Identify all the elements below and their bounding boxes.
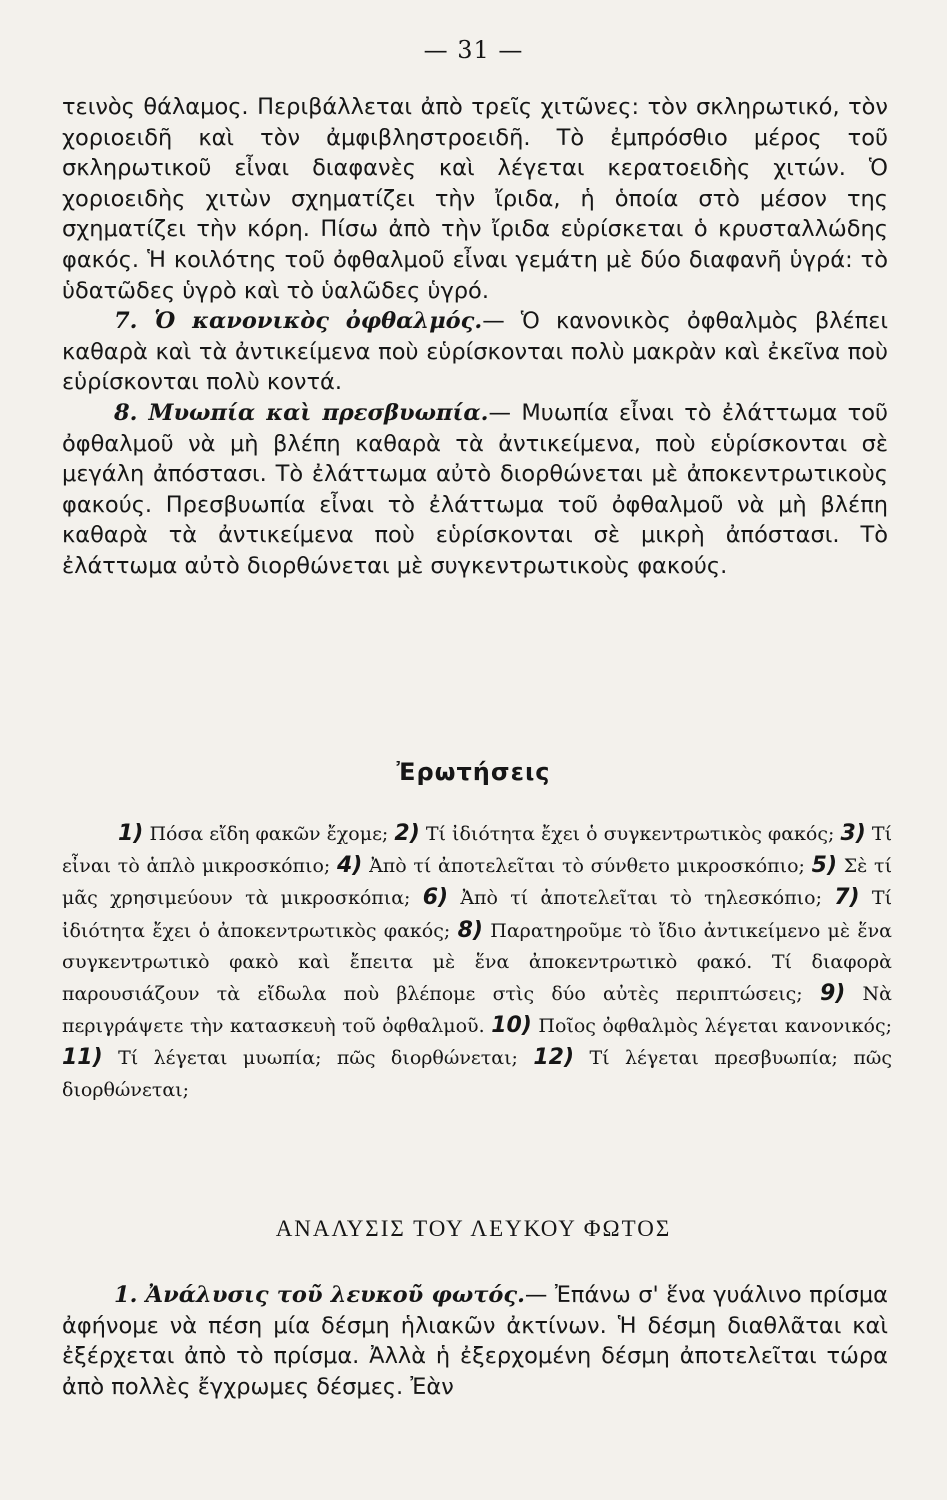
body-text-bottom: [62, 1280, 888, 1402]
section-1-paragraph: [62, 1280, 888, 1402]
question-7: 7) Τί ἰδιότητα ἔχει ὁ ἀποκεντρωτικὸς φακός;: [62, 885, 893, 942]
question-4: 4) Ἀπὸ τί ἀποτελεῖται τὸ σύνθετο μικροσκόπιο;: [336, 853, 805, 879]
question-9: 9) Νὰ περιγράψετε τὴν κατασκευὴ τοῦ ὀφθαλμοῦ.: [62, 981, 893, 1038]
section-7-paragraph: [62, 306, 888, 398]
question-11: 11) Τί λέγεται μυωπία; πῶς διορθώνεται;: [62, 1045, 518, 1071]
section-8-text: — Μυωπία εἶναι τὸ ἐλάττωμα τοῦ ὀφθαλμοῦ νὰ μὴ βλέπη καθαρὰ τὰ ἀντικείμενα, ποὺ εὑρίσκονται σὲ μεγάλη ἀπόστασι. Τὸ ἐλάττωμα αὐτὸ διορθώνεται μὲ ἀποκεντρωτικοὺς φακούς. Πρεσβυωπία εἶναι τὸ ἐλάττωμα τοῦ ὀφθαλμοῦ νὰ μὴ βλέπη καθαρὰ τὰ ἀντικείμενα ποὺ εὑρίσκονται σὲ μικρὴ ἀπόστασι. Τὸ ἐλάττωμα αὐτὸ διορθώνεται μὲ συγκεντρωτικοὺς φακούς.: [62, 399, 888, 579]
question-8: 8) Παρατηροῦμε τὸ ἴδιο ἀντικείμενο μὲ ἕνα συγκεντρωτικὸ φακὸ καὶ ἔπειτα μὲ ἕνα ἀποκεντρωτικὸ φακό. Τί διαφορὰ παρουσιάζουν τὰ εἴδωλα ποὺ βλέπομε στὶς δύο αὐτὲς περιπτώσεις;: [62, 917, 892, 1006]
intro-paragraph: τεινὸς θάλαμος. Περιβάλλεται ἀπὸ τρεῖς χιτῶνες: τὸν σκληρωτικό, τὸν χοριοειδῆ καὶ τὸν ἀμφιβληστροειδῆ. Τὸ ἐμπρόσθιο μέρος τοῦ σκληρωτικοῦ εἶναι διαφανὲς καὶ λέγεται κερατοειδὴς χιτών. Ὁ χοριοειδὴς χιτὼν σχηματίζει τὴν ἴριδα, ἡ ὁποία στὸ μέσον της σχηματίζει τὴν κόρη. Πίσω ἀπὸ τὴν ἴριδα εὑρίσκεται ὁ κρυσταλλώδης φακός. Ἡ κοιλότης τοῦ ὀφθαλμοῦ εἶναι γεμάτη μὲ δύο διαφανῆ ὑγρά: τὸ ὑδατῶδες ὑγρὸ καὶ τὸ ὑαλῶδες ὑγρό.: [62, 94, 888, 304]
section-1-text: — Ἐπάνω σ' ἕνα γυάλινο πρίσμα ἀφήνομε νὰ πέση μία δέσμη ἡλιακῶν ἀκτίνων. Ἡ δέσμη διαθλᾶται καὶ ἐξέρχεται ἀπὸ τὸ πρίσμα. Ἀλλὰ ἡ ἐξερχομένη δέσμη ἀποτελεῖται τώρα ἀπὸ πολλὲς ἔγχρωμες δέσμες. Ἐὰν: [62, 1282, 888, 1400]
section-8-heading: 8. Μυωπία καὶ πρεσβυωπία.: [114, 399, 489, 426]
questions-title: Ἐρωτήσεις: [396, 758, 551, 786]
page-number: — 31 —: [423, 36, 524, 64]
question-1: 1) Πόσα εἴδη φακῶν ἔχομε;: [118, 821, 389, 846]
body-text-top: [62, 92, 888, 582]
section-8-paragraph: [62, 398, 888, 582]
section-1-heading: 1. Ἀνάλυσις τοῦ λευκοῦ φωτός.: [114, 1282, 525, 1308]
section-7-text: — Ὁ κανονικὸς ὀφθαλμὸς βλέπει καθαρὰ καὶ τὰ ἀντικείμενα ποὺ εὑρίσκονται πολὺ μακρὰν καὶ ἐκεῖνα ποὺ εὑρίσκονται πολὺ κοντά.: [62, 308, 888, 396]
chapter-title: ΑΝΑΛΥΣΙΣ ΤΟΥ ΛΕΥΚΟΥ ΦΩΤΟΣ: [275, 1216, 672, 1241]
question-5: 5) Σὲ τί μᾶς χρησιμεύουν τὰ μικροσκόπια;: [62, 853, 893, 910]
question-6: 6) Ἀπὸ τί ἀποτελεῖται τὸ τηλεσκόπιο;: [422, 885, 822, 911]
question-10: 10) Ποῖος ὀφθαλμὸς λέγεται κανονικός;: [491, 1013, 892, 1039]
question-12: 12) Τί λέγεται πρεσβυωπία; πῶς διορθώνεται;: [62, 1045, 892, 1101]
question-3: 3) Τί εἶναι τὸ ἁπλὸ μικροσκόπιο;: [62, 821, 893, 878]
questions-list: [62, 818, 892, 1106]
question-2: 2) Τί ἰδιότητα ἔχει ὁ συγκεντρωτικὸς φακός;: [394, 821, 835, 846]
section-7-heading: 7. Ὁ κανονικὸς ὀφθαλμός.: [114, 308, 483, 335]
